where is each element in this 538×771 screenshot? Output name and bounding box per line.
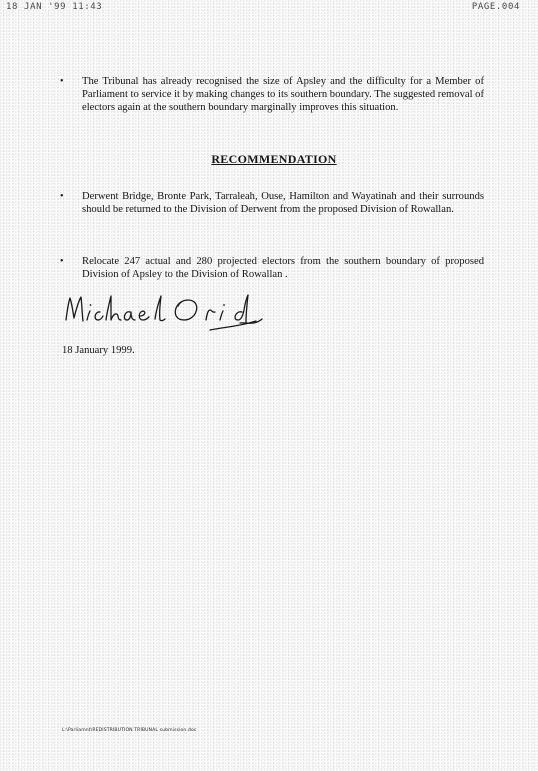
recommendation-text: Derwent Bridge, Bronte Park, Tarraleah, Ouse, Hamilton and Wayatinah and their surrounds should be returned to the Division of Derwent from the proposed Division of Rowallan. [82, 191, 484, 215]
fax-page-number: PAGE.004 [471, 2, 520, 12]
paragraph-tribunal [60, 75, 484, 114]
fax-header [6, 2, 520, 14]
bullet-icon: • [60, 76, 64, 87]
recommendation-item [60, 190, 484, 216]
recommendation-text: Relocate 247 actual and 280 projected electors from the southern boundary of proposed Division of Apsley to the Division of Rowallan . [82, 256, 484, 280]
handwritten-signature [60, 290, 270, 342]
recommendation-item [60, 255, 484, 281]
section-heading: RECOMMENDATION [211, 152, 337, 166]
fax-timestamp: 18 JAN '99 11:43 [6, 2, 103, 12]
footer-file-path: L:\Parliamnt\REDISTRIBUTION TRIBUNAL submission.doc [62, 728, 197, 733]
paragraph-text: The Tribunal has already recognised the size of Apsley and the difficulty for a Member of Parliament to service it by making changes to its southern boundary. The suggested removal of electors again at the southern boundary marginally improves this situation. [82, 76, 484, 113]
bullet-icon: • [60, 191, 64, 202]
signature-date: 18 January 1999. [62, 345, 135, 356]
bullet-icon: • [60, 256, 64, 267]
